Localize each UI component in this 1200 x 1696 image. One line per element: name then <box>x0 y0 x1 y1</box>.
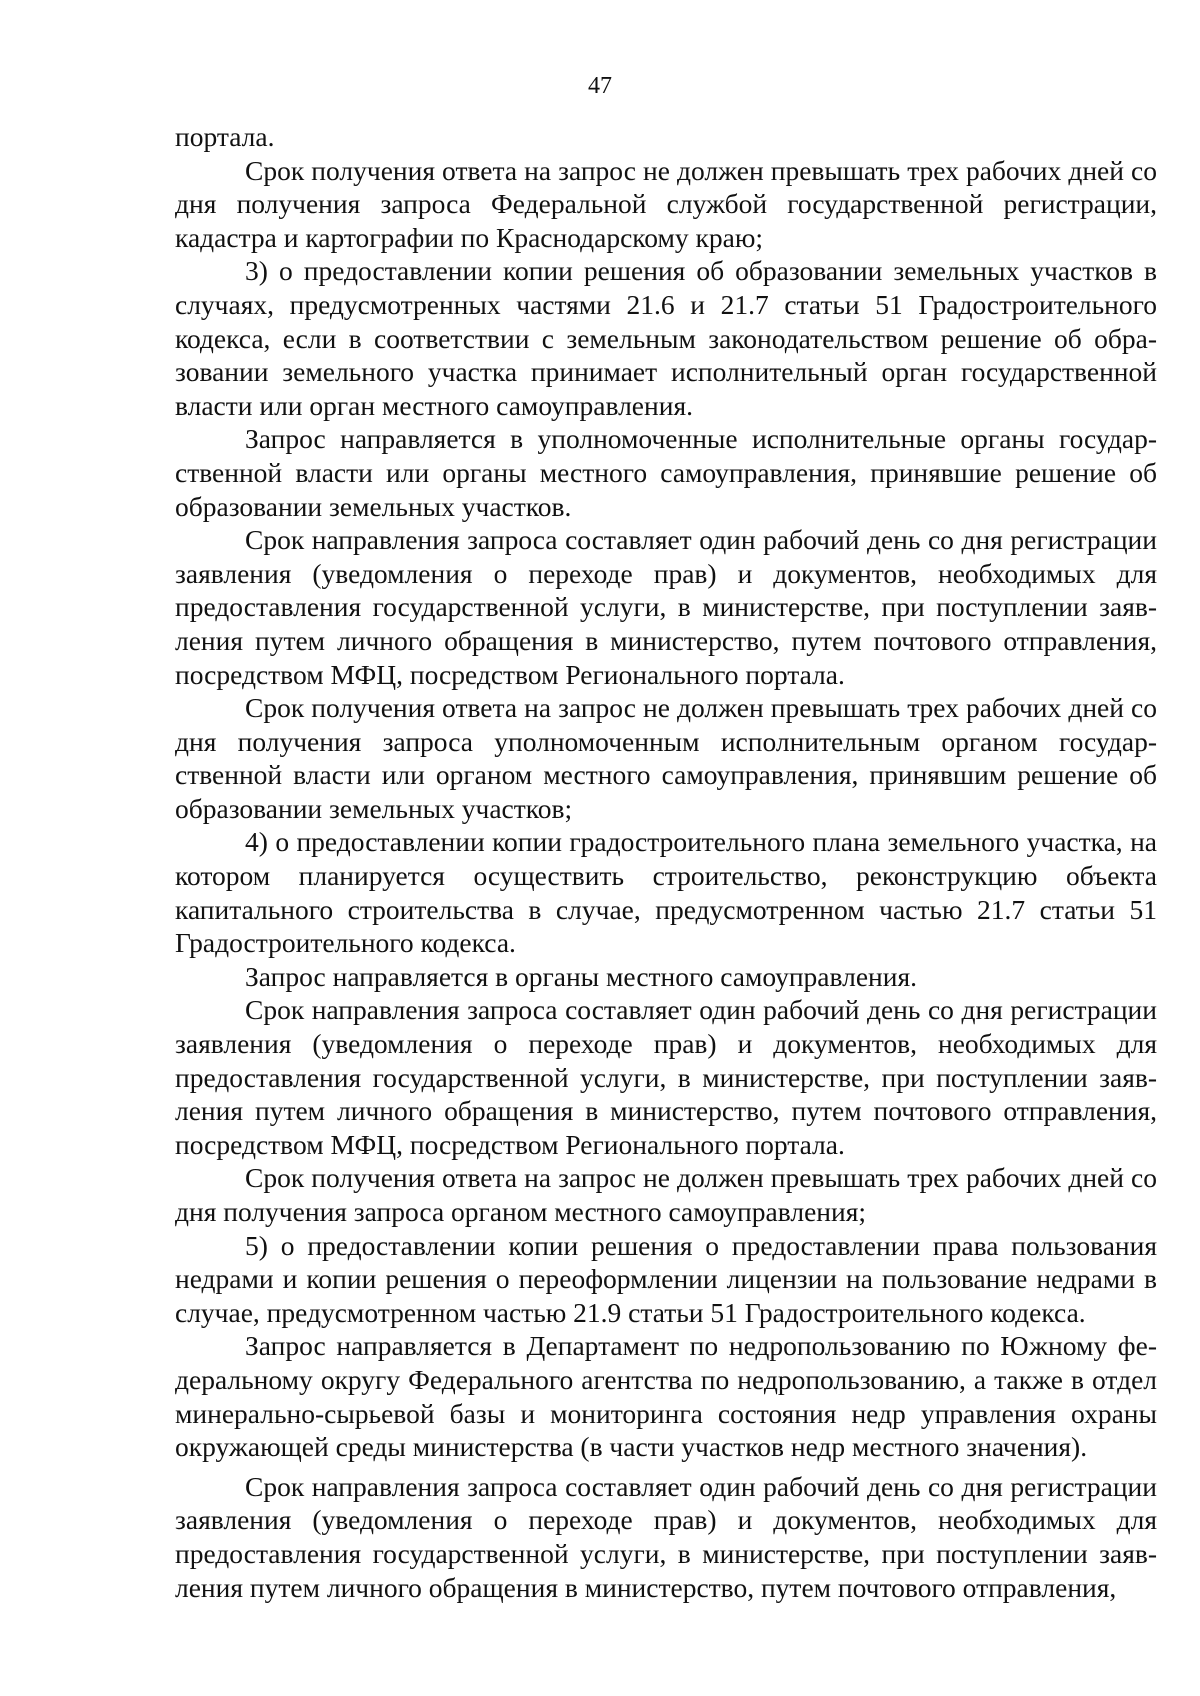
paragraph-item-3: 3) о предоставлении копии решения об образовании земельных участков в случаях, предусмотренных частями 21.6 и 21.7 статьи 51 Градостроительного кодекса, если в соответствии с земельным законодательством решение об образовании земельного участка принимает исполнительный орган государственной власти или орган местного самоуправления. <box>175 255 1157 421</box>
document-body <box>175 120 1157 1604</box>
paragraph-item-4: 4) о предоставлении копии градостроительного плана земельного участка, на котором планируется осуществить строительство, реконструкцию объекта капитального строительства в случае, предусмотренном частью 21.7 статьи 51 Градостроительного кодекса. <box>175 826 1157 959</box>
paragraph-item-5: 5) о предоставлении копии решения о предоставлении права пользования недрами и копии решения о переоформлении лицензии на пользование недрами в случае, предусмотренном частью 21.9 статьи 51 Градостроительного кодекса. <box>175 1229 1157 1328</box>
paragraph: Срок направления запроса составляет один рабочий день со дня регистрации заявления (уведомления о переходе прав) и документов, необходимых для предоставления государственной услуги, в министерстве, при поступлении заявления путем личного обращения в министерство, путем почтового отправления, посредством МФЦ, посредством Регионального портала. <box>175 994 1157 1160</box>
paragraph: Срок получения ответа на запрос не должен превышать трех рабочих дней со дня получения запроса уполномоченным исполнительным органом государственной власти или органом местного самоуправления, принявшим решение об образовании земельных участков; <box>175 692 1157 824</box>
paragraph: Срок направления запроса составляет один рабочий день со дня регистрации заявления (уведомления о переходе прав) и документов, необходимых для предоставления государственной услуги, в министерстве, при поступлении заявления путем личного обращения в министерство, путем почтового отправления, <box>175 1470 1157 1603</box>
paragraph: Запрос направляется в органы местного самоуправления. <box>245 960 918 992</box>
paragraph: Срок получения ответа на запрос не должен превышать трех рабочих дней со дня получения запроса Федеральной службой государственной регистрации, кадастра и картографии по Краснодарскому краю; <box>175 154 1157 253</box>
paragraph: Запрос направляется в Департамент по недропользованию по Южному федеральному округу Федерального агентства по недропользованию, а также в отдел минерально-сырьевой базы и мониторинга состояния недр управления охраны окружающей среды министерства (в части участков недр местного значения). <box>175 1330 1157 1463</box>
paragraph-continuation: портала. <box>175 121 275 152</box>
paragraph: Запрос направляется в уполномоченные исполнительные органы государственной власти или органы местного самоуправления, принявшие решение об образовании земельных участков. <box>175 423 1157 522</box>
paragraph: Срок направления запроса составляет один рабочий день со дня регистрации заявления (уведомления о переходе прав) и документов, необходимых для предоставления государственной услуги, в министерстве, при поступлении заявления путем личного обращения в министерство, путем почтового отправления, посредством МФЦ, посредством Регионального портала. <box>175 524 1157 690</box>
page-number: 47 <box>588 73 612 99</box>
paragraph: Срок получения ответа на запрос не должен превышать трех рабочих дней со дня получения запроса органом местного самоуправления; <box>175 1162 1157 1227</box>
